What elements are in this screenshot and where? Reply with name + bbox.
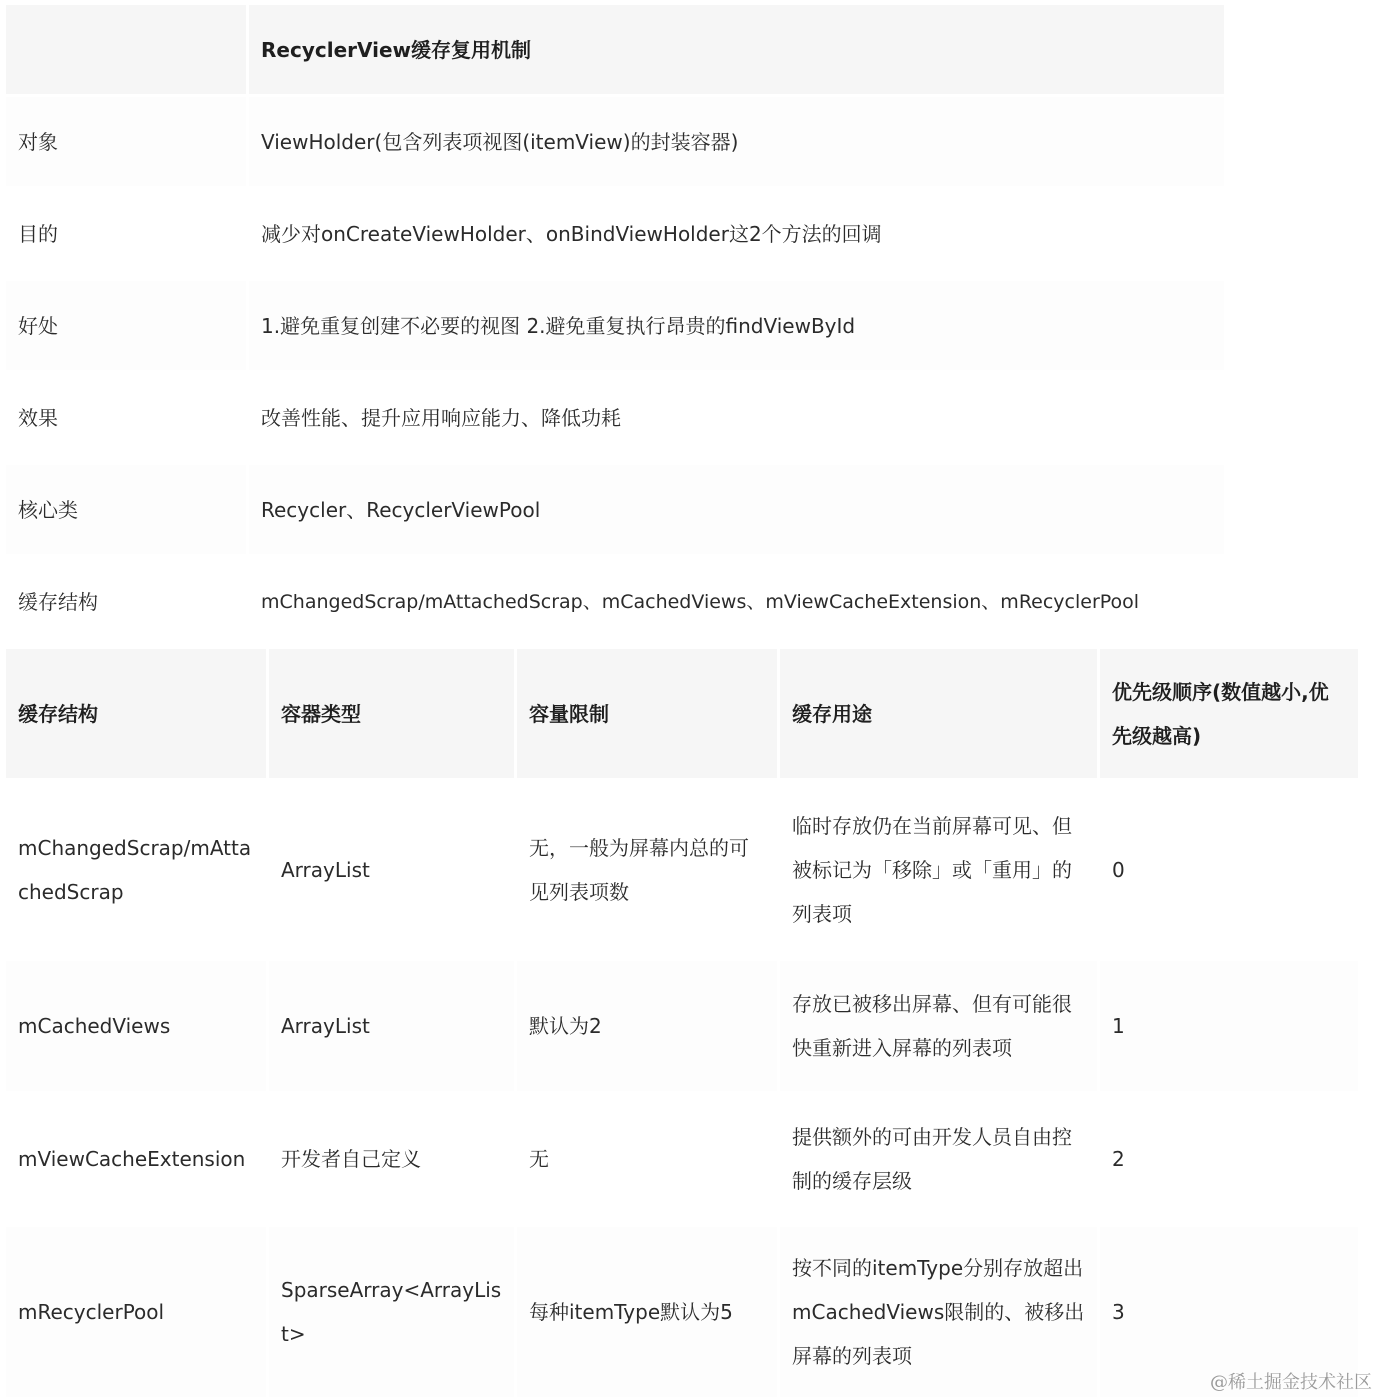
overview-row <box>6 281 1224 370</box>
header-capacity-limit: 容量限制 <box>517 649 777 778</box>
overview-table <box>3 2 1227 649</box>
cell-cache-structure: mRecyclerPool <box>6 1227 266 1397</box>
cell-cache-structure: mChangedScrap/mAttachedScrap <box>6 781 266 958</box>
overview-value: 1.避免重复创建不必要的视图 2.避免重复执行昂贵的findViewById <box>249 281 1224 370</box>
cell-capacity-limit: 无，一般为屏幕内总的可见列表项数 <box>517 781 777 958</box>
overview-row <box>6 189 1224 278</box>
overview-row <box>6 465 1224 554</box>
table-row <box>6 781 1358 958</box>
cell-container-type: 开发者自己定义 <box>269 1094 514 1224</box>
cache-structure-table <box>3 646 1361 1400</box>
overview-label: 效果 <box>6 373 246 462</box>
cell-cache-usage: 提供额外的可由开发人员自由控制的缓存层级 <box>780 1094 1097 1224</box>
header-cache-structure: 缓存结构 <box>6 649 266 778</box>
cell-capacity-limit: 无 <box>517 1094 777 1224</box>
watermark: @稀土掘金技术社区 <box>1210 1372 1372 1393</box>
overview-header-blank <box>6 5 246 94</box>
cache-header-row <box>6 649 1358 778</box>
cell-priority: 0 <box>1100 781 1358 958</box>
overview-row <box>6 557 1224 646</box>
cell-container-type: ArrayList <box>269 781 514 958</box>
overview-value: 改善性能、提升应用响应能力、降低功耗 <box>249 373 1224 462</box>
cell-cache-usage: 按不同的itemType分别存放超出mCachedViews限制的、被移出屏幕的列表项 <box>780 1227 1097 1397</box>
overview-label: 核心类 <box>6 465 246 554</box>
header-priority: 优先级顺序(数值越小,优先级越高) <box>1100 649 1358 778</box>
header-cache-usage: 缓存用途 <box>780 649 1097 778</box>
cell-container-type: SparseArray<ArrayList> <box>269 1227 514 1397</box>
header-container-type: 容器类型 <box>269 649 514 778</box>
table-row <box>6 961 1358 1091</box>
cell-cache-structure: mViewCacheExtension <box>6 1094 266 1224</box>
overview-value: ViewHolder(包含列表项视图(itemView)的封装容器) <box>249 97 1224 186</box>
table-row <box>6 1227 1358 1397</box>
table-row <box>6 1094 1358 1224</box>
cell-priority: 3 <box>1100 1227 1358 1397</box>
overview-header-row <box>6 5 1224 94</box>
cell-cache-usage: 存放已被移出屏幕、但有可能很快重新进入屏幕的列表项 <box>780 961 1097 1091</box>
cell-capacity-limit: 默认为2 <box>517 961 777 1091</box>
cell-priority: 1 <box>1100 961 1358 1091</box>
overview-value: mChangedScrap/mAttachedScrap、mCachedViews、mViewCacheExtension、mRecyclerPool <box>249 557 1224 646</box>
cell-cache-usage: 临时存放仍在当前屏幕可见、但被标记为「移除」或「重用」的列表项 <box>780 781 1097 958</box>
overview-label: 对象 <box>6 97 246 186</box>
overview-row <box>6 97 1224 186</box>
cell-cache-structure: mCachedViews <box>6 961 266 1091</box>
overview-label: 缓存结构 <box>6 557 246 646</box>
cell-capacity-limit: 每种itemType默认为5 <box>517 1227 777 1397</box>
overview-header-title: RecyclerView缓存复用机制 <box>249 5 1224 94</box>
cell-container-type: ArrayList <box>269 961 514 1091</box>
overview-value: 减少对onCreateViewHolder、onBindViewHolder这2个方法的回调 <box>249 189 1224 278</box>
overview-row <box>6 373 1224 462</box>
overview-label: 目的 <box>6 189 246 278</box>
overview-value: Recycler、RecyclerViewPool <box>249 465 1224 554</box>
overview-label: 好处 <box>6 281 246 370</box>
cell-priority: 2 <box>1100 1094 1358 1224</box>
